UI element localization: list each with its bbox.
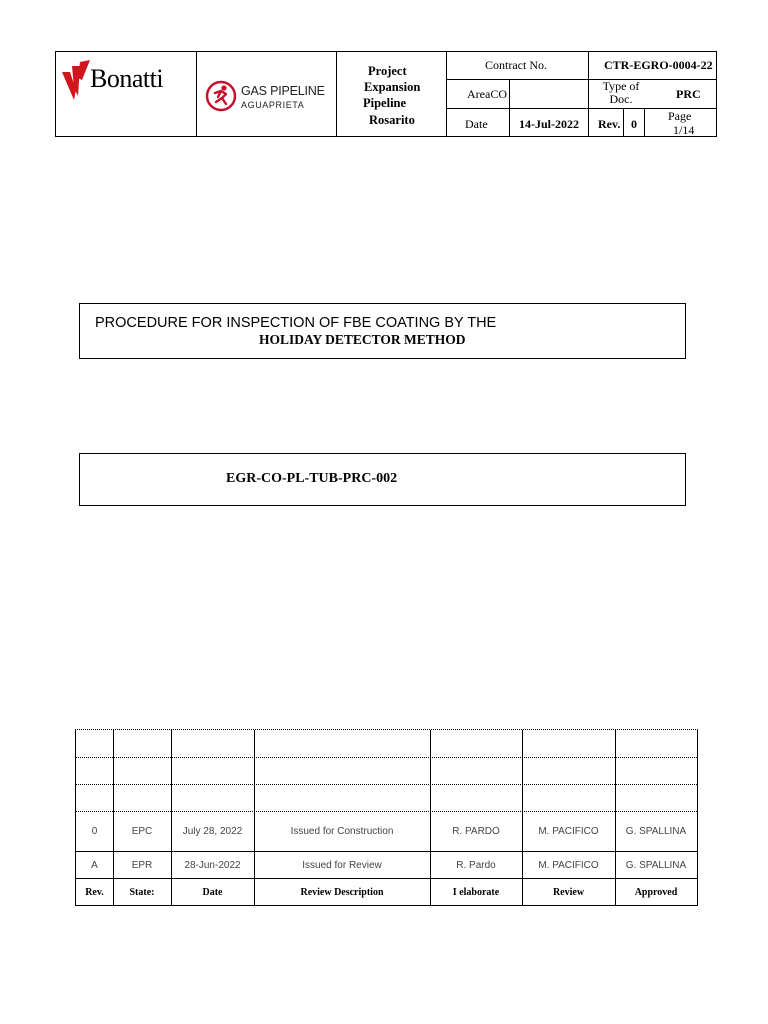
cell-date: July 28, 2022 <box>182 826 243 837</box>
cell-approved: G. SPALLINA <box>625 859 687 871</box>
date-label: Date <box>465 117 488 131</box>
cell-elaborate: R. PARDO <box>452 826 500 837</box>
contract-label: Contract No. <box>485 58 547 72</box>
rev-value: 0 <box>631 117 637 131</box>
header-state: State: <box>129 886 155 898</box>
bonatti-logo-text: Bonatti <box>90 64 164 93</box>
doc-type-value: PRC <box>676 87 701 101</box>
divider <box>623 108 624 136</box>
table-row <box>76 812 697 851</box>
cell-rev: 0 <box>91 826 98 837</box>
cell-description: Issued for Review <box>302 859 382 871</box>
rev-label: Rev. <box>598 117 621 131</box>
table-row <box>76 852 697 878</box>
bonatti-logo <box>62 60 192 100</box>
document-title-line2: HOLIDAY DETECTOR METHOD <box>259 332 466 347</box>
page-label: Page <box>668 109 692 123</box>
cell-date: 28-Jun-2022 <box>184 859 241 871</box>
gas-pipeline-logo <box>204 80 339 112</box>
document-code: EGR-CO-PL-TUB-PRC-002 <box>226 471 398 486</box>
date-value: 14-Jul-2022 <box>519 117 579 131</box>
gas-logo-line1: GAS PIPELINE <box>241 84 325 98</box>
header-rev: Rev. <box>85 886 104 898</box>
row-divider <box>76 784 697 785</box>
cell-description: Issued for Construction <box>290 826 394 837</box>
doc-type-label: Type of Doc. <box>602 79 640 106</box>
cell-state: EPR <box>131 859 153 871</box>
document-header <box>55 51 717 137</box>
project-name <box>339 52 447 136</box>
runner-emblem-icon <box>204 80 238 112</box>
cell-state: EPC <box>131 826 153 837</box>
project-line: Rosarito <box>369 113 415 127</box>
document-code-box <box>79 453 686 506</box>
document-title-box <box>79 303 686 359</box>
row-divider <box>76 757 697 758</box>
contract-number: CTR-EGRO-0004-22 <box>604 58 713 72</box>
header-elaborate: I elaborate <box>452 886 500 898</box>
divider <box>196 52 197 136</box>
cell-rev: A <box>91 859 98 871</box>
document-title-line1: PROCEDURE FOR INSPECTION OF FBE COATING BY THE <box>95 315 497 331</box>
page-value: 1/14 <box>673 123 695 137</box>
project-line: Pipeline <box>363 96 407 110</box>
cell-approved: G. SPALLINA <box>625 826 687 837</box>
header-description: Review Description <box>300 886 384 898</box>
header-date: Date <box>202 886 223 898</box>
cell-elaborate: R. Pardo <box>456 859 496 871</box>
cell-review: M. PACIFICO <box>538 859 599 871</box>
divider <box>446 79 716 80</box>
project-line: Project <box>368 64 407 78</box>
revision-table <box>75 729 698 906</box>
header-review: Review <box>552 886 585 898</box>
gas-logo-line2: AGUAPRIETA <box>241 100 305 110</box>
table-header-row <box>76 879 697 905</box>
divider <box>588 52 589 136</box>
header-approved: Approved <box>634 886 678 898</box>
project-line: Expansion <box>364 80 421 94</box>
area-label: AreaCO <box>467 87 507 101</box>
cell-review: M. PACIFICO <box>538 826 599 837</box>
bonatti-logo-icon <box>62 60 92 100</box>
divider <box>644 108 645 136</box>
